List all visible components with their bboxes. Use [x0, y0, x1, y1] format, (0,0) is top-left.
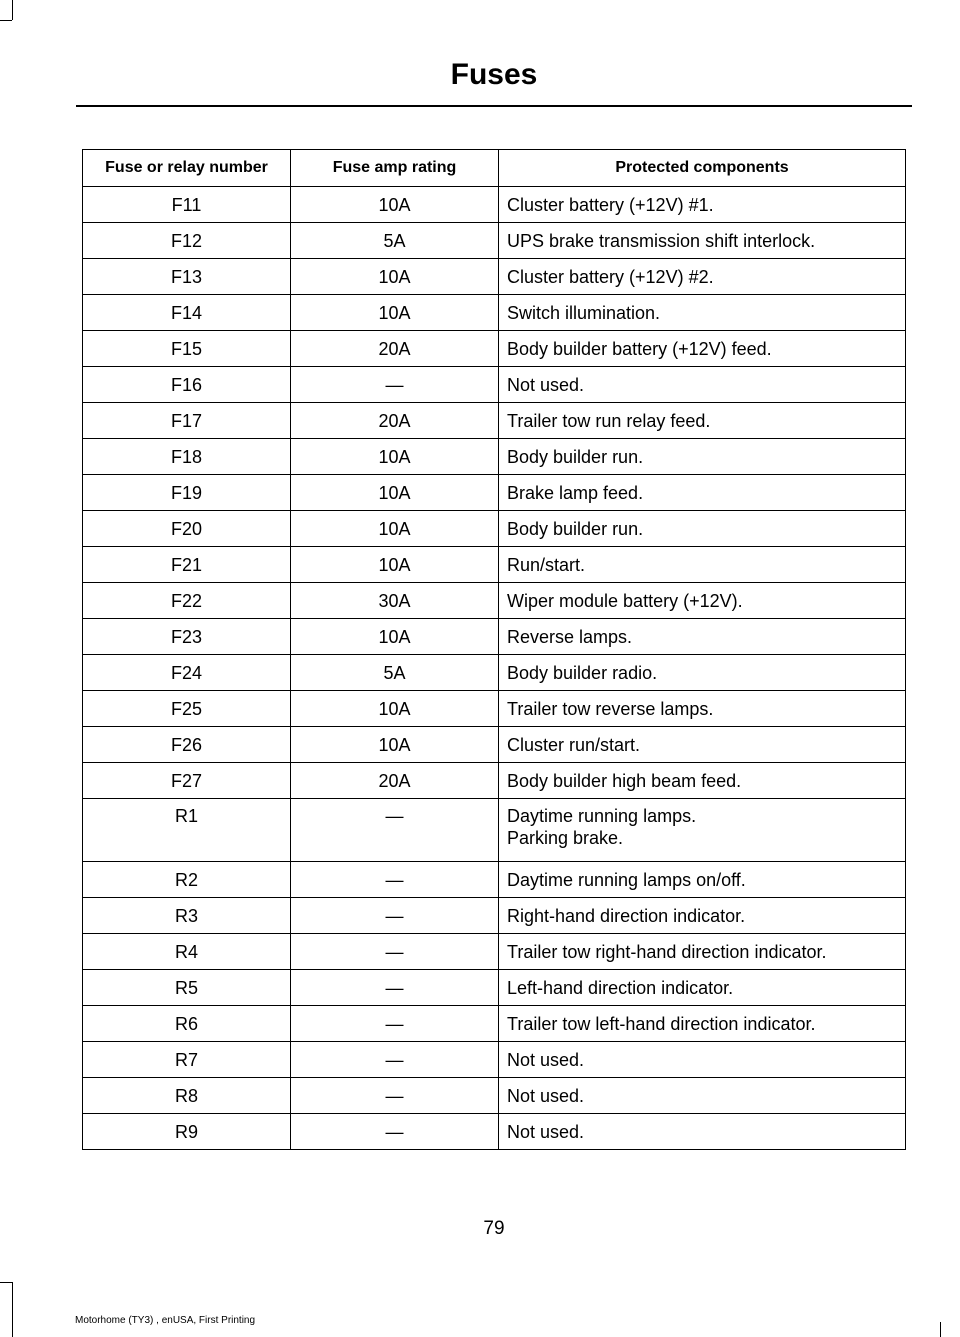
amp-rating-cell: — [291, 862, 499, 898]
fuse-number-cell: F23 [83, 619, 291, 655]
table-row [83, 583, 906, 619]
protected-components-cell [499, 898, 906, 934]
component-text: Cluster battery (+12V) #1. [507, 194, 714, 215]
component-text: Not used. [507, 1121, 585, 1142]
column-header-protected-components: Protected components [499, 150, 906, 187]
table-row [83, 511, 906, 547]
table-row [83, 1006, 906, 1042]
amp-rating-cell: 10A [291, 475, 499, 511]
table-row [83, 862, 906, 898]
amp-rating-cell: — [291, 1042, 499, 1078]
amp-rating-cell: 10A [291, 547, 499, 583]
fuse-number-cell: R7 [83, 1042, 291, 1078]
protected-components-cell [499, 763, 906, 799]
component-text: Body builder battery (+12V) feed. [507, 338, 772, 359]
component-text: Daytime running lamps on/off. [507, 869, 746, 890]
fuse-number-cell: F18 [83, 439, 291, 475]
fuse-number-cell: R3 [83, 898, 291, 934]
fuse-number-cell: R2 [83, 862, 291, 898]
amp-rating-cell: 10A [291, 691, 499, 727]
amp-rating-cell: 30A [291, 583, 499, 619]
table-row [83, 367, 906, 403]
table-row [83, 475, 906, 511]
protected-components-cell [499, 223, 906, 259]
fuse-number-cell: F14 [83, 295, 291, 331]
table-row [83, 295, 906, 331]
component-text: Body builder high beam feed. [507, 770, 742, 791]
protected-components-cell [499, 259, 906, 295]
table-header-row [83, 150, 906, 187]
fuse-number-cell: F26 [83, 727, 291, 763]
amp-rating-cell: — [291, 1114, 499, 1150]
crop-mark [12, 0, 13, 20]
protected-components-cell [499, 403, 906, 439]
component-text: Trailer tow left-hand direction indicator. [507, 1013, 816, 1034]
component-text: Trailer tow reverse lamps. [507, 698, 714, 719]
component-text: Not used. [507, 1085, 585, 1106]
component-text: Body builder run. [507, 446, 644, 467]
fuse-number-cell: R9 [83, 1114, 291, 1150]
fuse-number-cell: F27 [83, 763, 291, 799]
protected-components-cell [499, 547, 906, 583]
table-row [83, 223, 906, 259]
fuse-number-cell: F16 [83, 367, 291, 403]
component-text: Brake lamp feed. [507, 482, 644, 503]
fuse-number-cell: F11 [83, 187, 291, 223]
fuse-number-cell: F12 [83, 223, 291, 259]
amp-rating-cell: 10A [291, 295, 499, 331]
table-row [83, 934, 906, 970]
crop-mark [940, 1322, 941, 1337]
table-row [83, 691, 906, 727]
component-text: Reverse lamps. [507, 626, 633, 647]
amp-rating-cell: 10A [291, 439, 499, 475]
protected-components-cell [499, 1078, 906, 1114]
protected-components-cell [499, 187, 906, 223]
component-text: Not used. [507, 1049, 585, 1070]
fuse-number-cell: F15 [83, 331, 291, 367]
amp-rating-cell: 5A [291, 223, 499, 259]
amp-rating-cell: 10A [291, 727, 499, 763]
amp-rating-cell: 10A [291, 187, 499, 223]
table-row [83, 439, 906, 475]
fuse-number-cell: R6 [83, 1006, 291, 1042]
table-row [83, 1042, 906, 1078]
table-row [83, 259, 906, 295]
table-row [83, 1114, 906, 1150]
protected-components-cell [499, 655, 906, 691]
amp-rating-cell: — [291, 898, 499, 934]
amp-rating-cell: 10A [291, 619, 499, 655]
table-row [83, 331, 906, 367]
publication-footer: Motorhome (TY3) , enUSA, First Printing [75, 1315, 256, 1326]
protected-components-cell [499, 475, 906, 511]
protected-components-cell [499, 862, 906, 898]
fuse-number-cell: R5 [83, 970, 291, 1006]
amp-rating-cell: 20A [291, 763, 499, 799]
amp-rating-cell: — [291, 970, 499, 1006]
protected-components-cell [499, 1042, 906, 1078]
component-text: Daytime running lamps. [507, 806, 697, 826]
column-header-fuse-number: Fuse or relay number [83, 150, 291, 187]
fuse-number-cell: F20 [83, 511, 291, 547]
fuse-number-cell: F17 [83, 403, 291, 439]
fuse-number-cell: R4 [83, 934, 291, 970]
component-text: Body builder radio. [507, 662, 658, 683]
protected-components-cell [499, 934, 906, 970]
fuse-number-cell: F25 [83, 691, 291, 727]
fuse-number-cell: F22 [83, 583, 291, 619]
table-row [83, 970, 906, 1006]
amp-rating-cell: — [291, 934, 499, 970]
component-text: Not used. [507, 374, 585, 395]
component-text: UPS brake transmission shift interlock. [507, 230, 816, 251]
component-text: Body builder run. [507, 518, 644, 539]
table-row [83, 547, 906, 583]
header-divider [76, 105, 912, 107]
protected-components-cell [499, 439, 906, 475]
table-row [83, 727, 906, 763]
protected-components-cell [499, 970, 906, 1006]
table-row [83, 763, 906, 799]
protected-components-cell [499, 1114, 906, 1150]
amp-rating-cell: — [291, 367, 499, 403]
table-body [83, 187, 906, 1150]
protected-components-cell [499, 799, 906, 862]
crop-mark [12, 1282, 13, 1337]
protected-components-cell [499, 691, 906, 727]
component-text: Trailer tow run relay feed. [507, 410, 711, 431]
component-text: Left-hand direction indicator. [507, 977, 734, 998]
fuse-number-cell: F13 [83, 259, 291, 295]
fuse-number-cell: F24 [83, 655, 291, 691]
fuse-number-cell: F21 [83, 547, 291, 583]
protected-components-cell [499, 511, 906, 547]
protected-components-cell [499, 367, 906, 403]
amp-rating-cell: — [291, 1078, 499, 1114]
table-row [83, 898, 906, 934]
fuse-number-cell: R1 [83, 799, 291, 862]
protected-components-cell [499, 619, 906, 655]
amp-rating-cell: — [291, 1006, 499, 1042]
table-row [83, 655, 906, 691]
table-row [83, 799, 906, 862]
table-row [83, 403, 906, 439]
component-text: Parking brake. [507, 828, 624, 848]
component-text: Cluster run/start. [507, 734, 641, 755]
component-text: Run/start. [507, 554, 586, 575]
table-row [83, 619, 906, 655]
table-row [83, 1078, 906, 1114]
protected-components-cell [499, 331, 906, 367]
amp-rating-cell: 5A [291, 655, 499, 691]
protected-components-cell [499, 1006, 906, 1042]
amp-rating-cell: — [291, 799, 499, 862]
fuse-table [82, 149, 906, 1150]
component-text: Trailer tow right-hand direction indicator. [507, 941, 827, 962]
component-text: Switch illumination. [507, 302, 661, 323]
protected-components-cell [499, 295, 906, 331]
column-header-amp-rating: Fuse amp rating [291, 150, 499, 187]
crop-mark [0, 20, 12, 21]
protected-components-cell [499, 727, 906, 763]
protected-components-cell [499, 583, 906, 619]
crop-mark [0, 1282, 12, 1283]
component-text: Right-hand direction indicator. [507, 905, 746, 926]
component-text: Wiper module battery (+12V). [507, 590, 743, 611]
table-row [83, 187, 906, 223]
page-title: Fuses [450, 58, 538, 91]
amp-rating-cell: 20A [291, 331, 499, 367]
amp-rating-cell: 20A [291, 403, 499, 439]
amp-rating-cell: 10A [291, 511, 499, 547]
component-text: Cluster battery (+12V) #2. [507, 266, 714, 287]
amp-rating-cell: 10A [291, 259, 499, 295]
fuse-number-cell: F19 [83, 475, 291, 511]
fuse-number-cell: R8 [83, 1078, 291, 1114]
page-number: 79 [483, 1218, 505, 1239]
